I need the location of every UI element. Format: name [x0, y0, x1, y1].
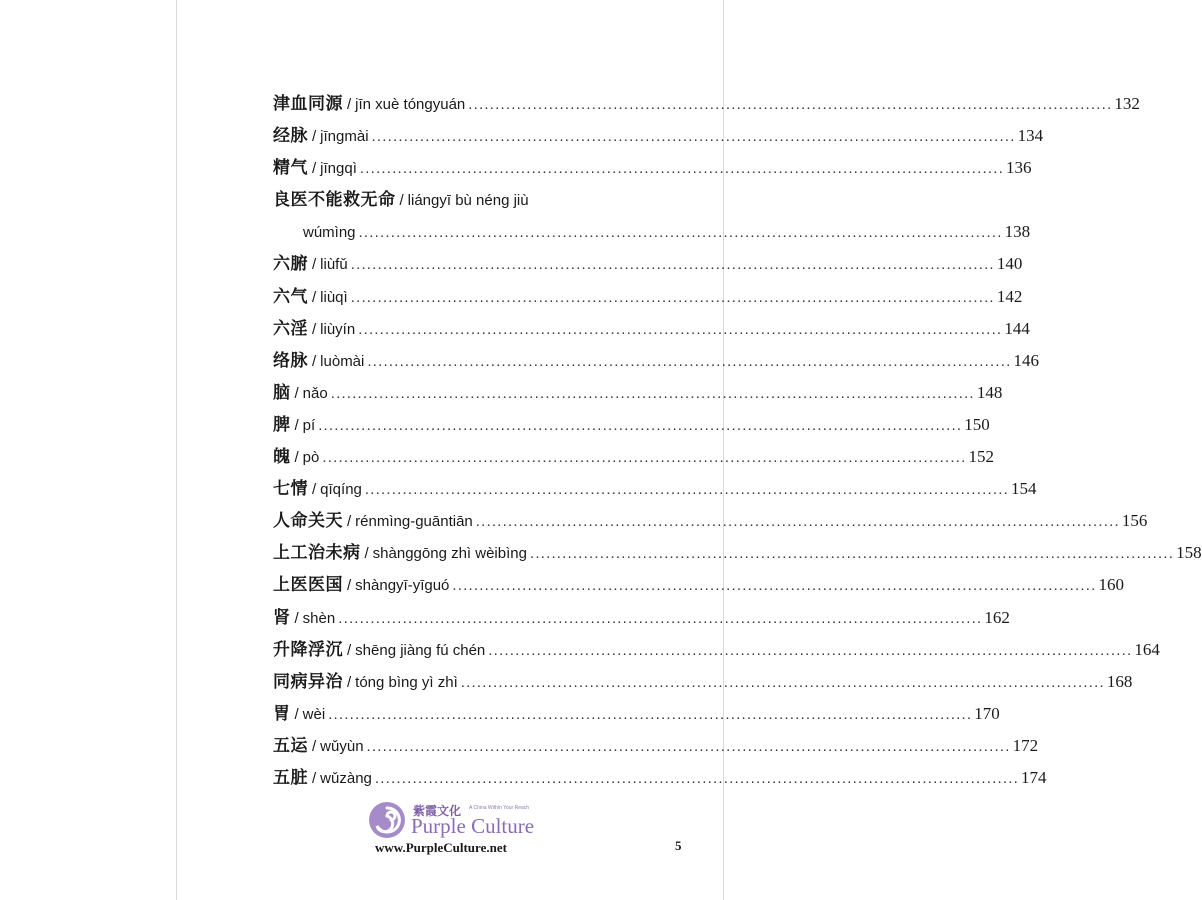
toc-entry-hanzi: 魄 — [273, 447, 291, 468]
toc-entry-page: 172 — [1012, 735, 1039, 755]
table-of-contents — [273, 88, 1202, 794]
toc-leader-dots: ........................................................................................................................ — [371, 128, 1016, 146]
toc-entry-page: 170 — [974, 703, 1000, 723]
toc-entry-page: 150 — [964, 414, 990, 434]
toc-entry-hanzi: 七情 — [273, 479, 308, 500]
toc-entry-hanzi: 上工治未病 — [273, 543, 361, 564]
toc-entry-page: 154 — [1011, 479, 1037, 499]
toc-entry-hanzi: 五脏 — [273, 767, 308, 788]
toc-entry-page: 142 — [996, 286, 1023, 306]
toc-entry-page: 136 — [1005, 158, 1032, 178]
toc-entry — [273, 88, 1140, 120]
watermark-chinese: 紫霞文化 — [413, 804, 462, 818]
toc-entry-pinyin: liùfǔ — [320, 256, 348, 274]
toc-entry-page: 148 — [976, 382, 1003, 402]
toc-leader-dots: ........................................................................................................................ — [452, 577, 1097, 595]
toc-entry — [273, 762, 1047, 794]
toc-entry-page: 134 — [1017, 126, 1044, 146]
toc-entry-page: 158 — [1176, 543, 1202, 563]
toc-leader-dots: ........................................................................................................................ — [358, 224, 1003, 242]
toc-entry-hanzi: 升降浮沉 — [273, 639, 343, 660]
toc-entry-hanzi: 脑 — [273, 382, 291, 403]
toc-leader-dots: ........................................................................................................................ — [374, 769, 1019, 787]
toc-entry-separator: / — [312, 160, 317, 178]
toc-entry-page: 144 — [1004, 318, 1030, 338]
toc-entry-hanzi: 胃 — [273, 703, 291, 724]
toc-leader-dots: ........................................................................................................................ — [367, 352, 1012, 370]
toc-entry-page: 164 — [1134, 639, 1160, 659]
toc-entry-page: 160 — [1098, 575, 1125, 595]
toc-entry — [273, 698, 1000, 730]
toc-entry-page: 156 — [1121, 511, 1148, 531]
watermark-tagline: A China Within Your Reach — [469, 805, 530, 811]
toc-entry-pinyin-continued: wúmìng — [303, 224, 356, 242]
toc-entry-pinyin: liángyī bù néng jiù — [407, 192, 529, 210]
toc-entry-pinyin: wèi — [302, 705, 326, 723]
toc-leader-dots: ........................................................................................................................ — [350, 288, 995, 306]
toc-entry — [273, 377, 1003, 409]
toc-entry-pinyin: shèn — [302, 609, 336, 627]
toc-entry — [273, 248, 1023, 280]
toc-entry — [273, 473, 1037, 505]
toc-leader-dots: ........................................................................................................................ — [350, 256, 995, 274]
toc-entry-separator: / — [312, 769, 317, 787]
toc-entry-separator: / — [347, 96, 352, 113]
toc-entry — [273, 152, 1032, 184]
toc-entry — [273, 345, 1039, 377]
toc-entry-pinyin: wǔyùn — [320, 737, 364, 755]
toc-entry — [273, 184, 625, 216]
toc-entry-separator: / — [347, 673, 352, 691]
toc-entry — [273, 569, 1125, 601]
toc-entry — [273, 634, 1160, 666]
toc-entry-pinyin: tóng bìng yì zhì — [355, 673, 458, 691]
toc-entry-hanzi: 良医不能救无命 — [273, 190, 396, 211]
toc-leader-dots: ........................................................................................................................ — [488, 641, 1133, 659]
toc-entry — [273, 505, 1148, 537]
toc-entry-pinyin: qīqíng — [320, 481, 362, 499]
page-number: 5 — [675, 838, 682, 853]
toc-entry — [273, 666, 1133, 698]
toc-entry-hanzi: 经脉 — [273, 126, 308, 147]
toc-entry-page: 174 — [1020, 767, 1047, 787]
toc-entry-page: 162 — [984, 607, 1010, 627]
toc-entry-hanzi: 上医医国 — [273, 575, 343, 596]
purple-culture-logo-icon — [367, 800, 407, 840]
toc-entry-pinyin: shànggōng zhì wèibìng — [372, 545, 527, 563]
toc-entry-continuation-line — [273, 216, 1031, 248]
toc-entry-separator: / — [312, 288, 317, 306]
toc-entry-hanzi: 六淫 — [273, 318, 308, 339]
toc-entry-hanzi: 人命关天 — [273, 511, 343, 532]
toc-entry-pinyin: luòmài — [320, 352, 365, 370]
toc-entry-pinyin: nǎo — [302, 384, 328, 402]
watermark-url: www.PurpleCulture.net — [375, 840, 507, 855]
toc-entry-separator: / — [294, 384, 299, 402]
toc-leader-dots: ........................................................................................................................ — [359, 160, 1004, 178]
toc-entry — [273, 281, 1023, 313]
toc-entry — [273, 730, 1039, 762]
toc-entry-page: 138 — [1004, 222, 1031, 242]
toc-entry-hanzi: 五运 — [273, 735, 308, 756]
toc-entry — [273, 120, 1044, 152]
toc-entry-pinyin: shàngyī-yīguó — [355, 577, 450, 595]
toc-entry-pinyin: pí — [302, 416, 316, 434]
toc-entry-hanzi: 精气 — [273, 158, 308, 179]
toc-entry-separator: / — [312, 128, 317, 146]
toc-entry-separator: / — [294, 449, 299, 467]
toc-entry-page: 168 — [1106, 671, 1133, 691]
toc-entry-pinyin: jīngqì — [320, 160, 357, 178]
toc-leader-dots: ........................................................................................................................ — [460, 673, 1105, 691]
watermark-brand: Purple Culture — [411, 814, 535, 838]
toc-entry-separator: / — [312, 320, 317, 338]
toc-entry-pinyin: wǔzàng — [320, 769, 372, 787]
toc-entry — [273, 602, 1010, 634]
book-page — [176, 0, 1202, 900]
toc-entry-separator: / — [347, 513, 352, 531]
toc-entry-pinyin: rénmìng-guāntiān — [355, 513, 473, 531]
toc-leader-dots: ........................................................................................................................ — [338, 609, 983, 627]
toc-entry-pinyin: shēng jiàng fú chén — [355, 641, 486, 659]
toc-leader-dots: ........................................................................................................................ — [475, 513, 1120, 531]
toc-leader-dots: ........................................................................................................................ — [328, 705, 973, 723]
toc-entry-separator: / — [312, 737, 317, 755]
toc-entry-hanzi: 脾 — [273, 414, 291, 435]
toc-entry — [273, 441, 994, 473]
toc-leader-dots: ........................................................................................................................ — [468, 96, 1113, 113]
toc-entry-hanzi: 六气 — [273, 286, 308, 307]
purple-culture-watermark — [367, 800, 567, 860]
toc-leader-dots: ........................................................................................................................ — [529, 545, 1175, 563]
toc-entry-pinyin: liùqì — [320, 288, 348, 306]
toc-entry — [273, 313, 1030, 345]
toc-entry-hanzi: 六腑 — [273, 254, 308, 275]
toc-entry-separator: / — [312, 481, 317, 499]
toc-entry-hanzi: 络脉 — [273, 350, 308, 371]
toc-entry-pinyin: jīn xuè tóngyuán — [355, 96, 466, 113]
toc-leader-dots: ........................................................................................................................ — [364, 481, 1009, 499]
toc-leader-dots: ........................................................................................................................ — [322, 449, 967, 467]
toc-entry-separator: / — [347, 577, 352, 595]
toc-entry-separator: / — [294, 609, 299, 627]
toc-entry-separator: / — [294, 416, 299, 434]
toc-entry-page: 132 — [1114, 94, 1140, 113]
toc-entry-separator: / — [294, 705, 299, 723]
toc-entry-separator: / — [364, 545, 369, 563]
toc-leader-dots: ........................................................................................................................ — [358, 320, 1003, 338]
toc-entry-page: 140 — [996, 254, 1023, 274]
toc-entry-separator: / — [347, 641, 352, 659]
toc-entry — [273, 537, 1202, 569]
toc-entry-pinyin: liùyín — [320, 320, 356, 338]
toc-entry-separator: / — [399, 192, 404, 210]
toc-entry-page: 152 — [968, 447, 994, 467]
toc-entry-separator: / — [312, 256, 317, 274]
toc-entry-hanzi: 同病异治 — [273, 671, 343, 692]
toc-entry-hanzi: 肾 — [273, 607, 291, 628]
toc-entry-pinyin: pò — [302, 449, 320, 467]
toc-entry — [273, 409, 990, 441]
toc-entry-hanzi: 津血同源 — [273, 94, 343, 114]
toc-leader-dots: ........................................................................................................................ — [330, 384, 975, 402]
toc-entry-pinyin: jīngmài — [320, 128, 369, 146]
toc-leader-dots: ........................................................................................................................ — [366, 737, 1011, 755]
toc-entry-separator: / — [312, 352, 317, 370]
toc-leader-dots: ........................................................................................................................ — [318, 416, 963, 434]
toc-entry-page: 146 — [1013, 350, 1039, 370]
